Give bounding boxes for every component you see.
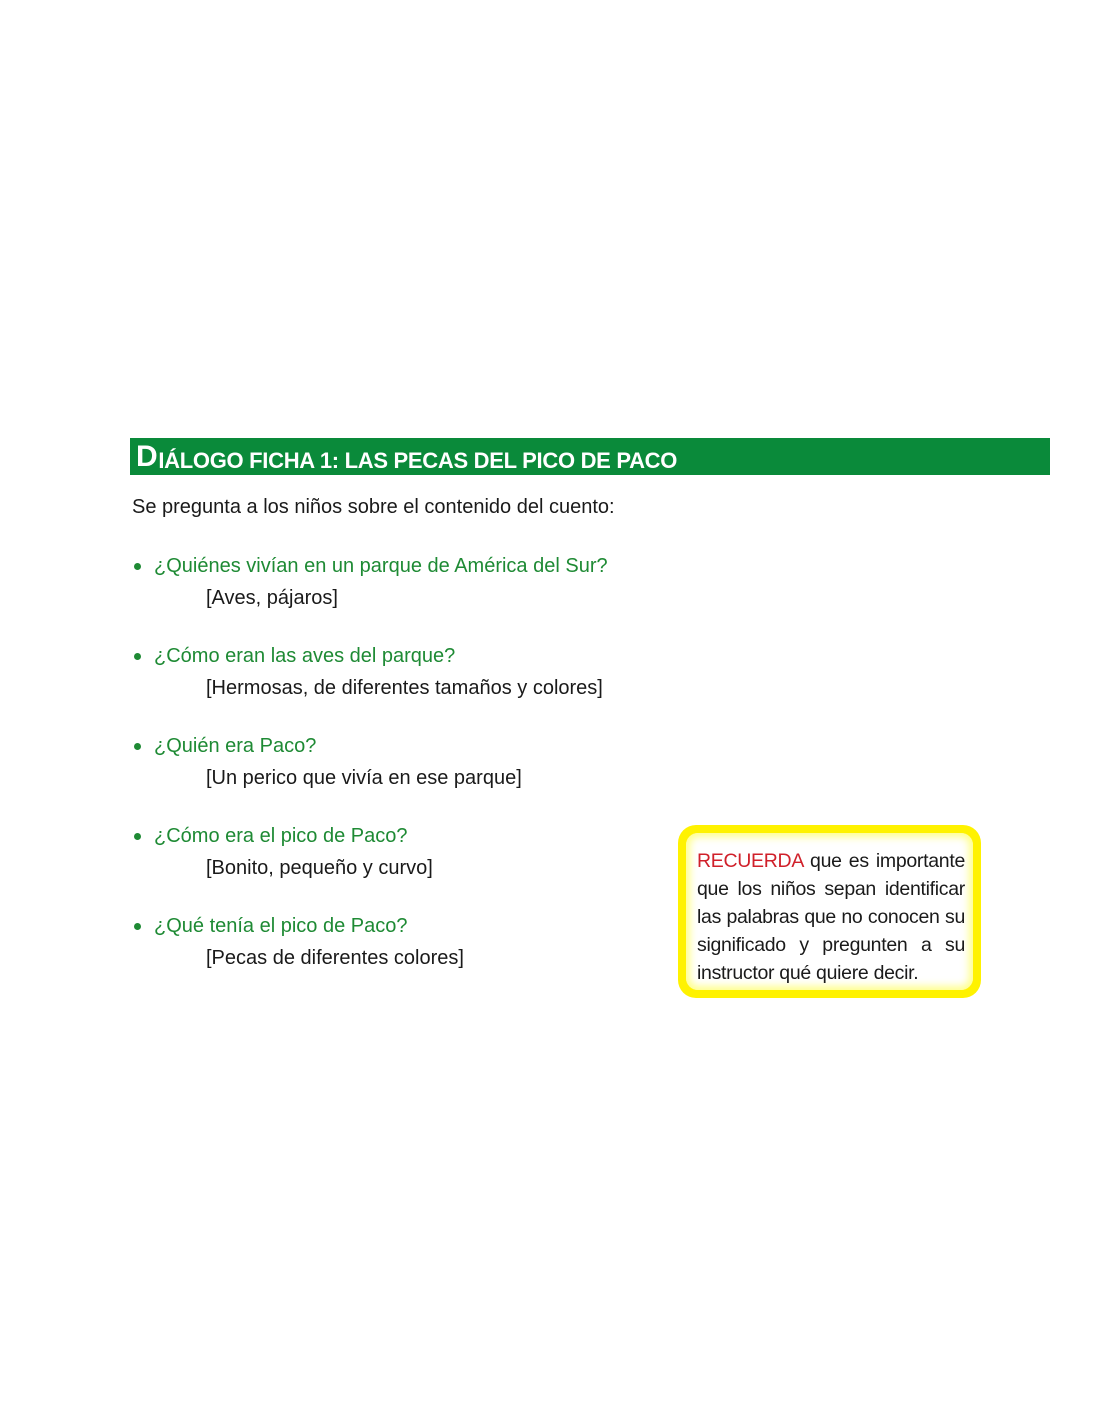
section-title-bar: [130, 438, 1050, 475]
question-text: ¿Quiénes vivían en un parque de América del Sur?: [154, 555, 608, 577]
answer-text: [Hermosas, de diferentes tamaños y colores]: [206, 677, 603, 699]
reminder-highlight: RECUERDA: [697, 850, 803, 872]
answer-text: [Aves, pájaros]: [206, 587, 338, 609]
title-text: IÁLOGO FICHA 1: LAS PECAS DEL PICO DE PACO: [158, 448, 678, 473]
question-text: ¿Qué tenía el pico de Paco?: [154, 915, 408, 937]
question: [132, 550, 608, 582]
bullet-icon: [134, 563, 141, 570]
question-text: ¿Cómo era el pico de Paco?: [154, 825, 408, 847]
question: [132, 640, 608, 672]
list-item: [132, 640, 608, 730]
answer-text: [Un perico que vivía en ese parque]: [206, 767, 522, 789]
bullet-icon: [134, 833, 141, 840]
question-text: ¿Quién era Paco?: [154, 735, 317, 757]
reminder-body: [686, 833, 973, 990]
question-text: ¿Cómo eran las aves del parque?: [154, 645, 456, 667]
title-initial: D: [136, 440, 158, 473]
reminder-text: que es importante que los niños sepan identificar las palabras que no conocen su significado y pregunten a su instructor qué quiere decir.: [697, 850, 965, 984]
bullet-icon: [134, 653, 141, 660]
intro-text: Se pregunta a los niños sobre el contenido del cuento:: [132, 496, 615, 518]
list-item: [132, 910, 608, 1000]
question: [132, 820, 608, 852]
list-item: [132, 730, 608, 820]
bullet-icon: [134, 923, 141, 930]
list-item: [132, 550, 608, 640]
answer-text: [Pecas de diferentes colores]: [206, 947, 464, 969]
answer-text: [Bonito, pequeño y curvo]: [206, 857, 433, 879]
question: [132, 910, 608, 942]
bullet-icon: [134, 743, 141, 750]
list-item: [132, 820, 608, 910]
question-list: [132, 550, 608, 1000]
question: [132, 730, 608, 762]
reminder-callout: [678, 825, 981, 998]
